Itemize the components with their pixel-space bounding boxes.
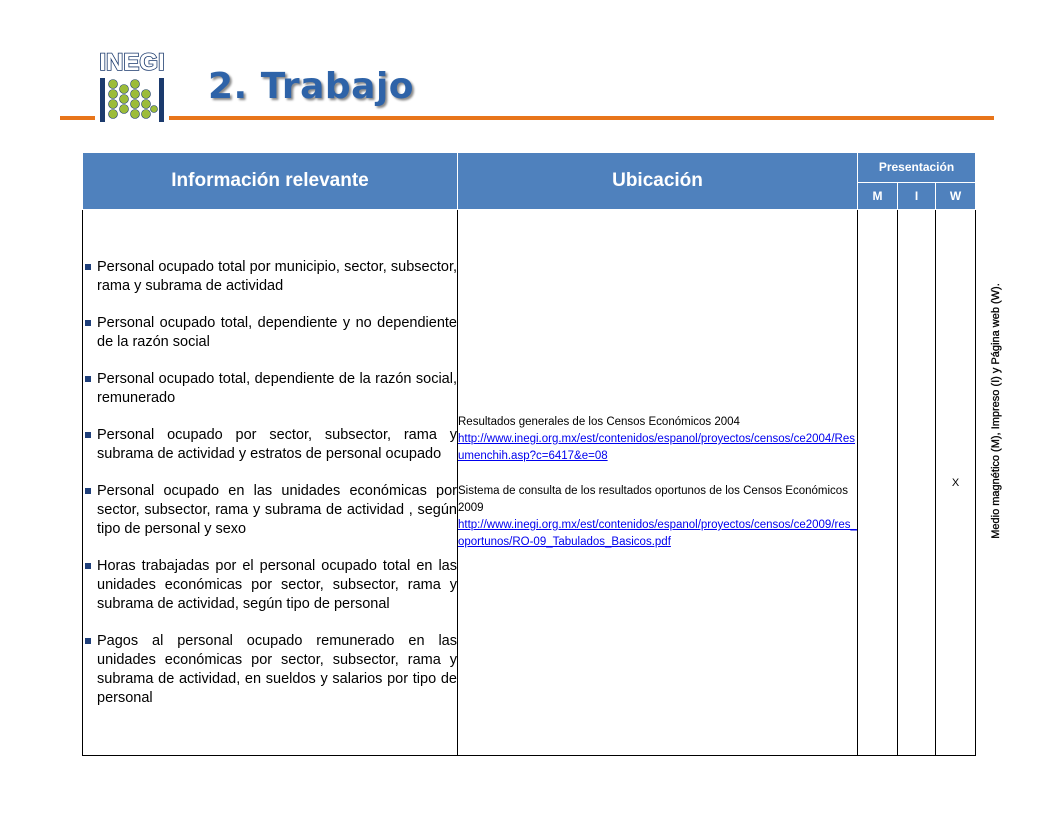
source1-link[interactable]: http://www.inegi.org.mx/est/contenidos/espanol/proyectos/censos/ce2004/Resumenchih.asp?c=6417&e=08 <box>458 433 855 462</box>
mark-w: X <box>936 210 976 756</box>
header-w: W <box>936 182 976 209</box>
list-item: Personal ocupado total por municipio, sector, subsector, rama y subrama de actividad <box>83 258 457 296</box>
bullet-icon <box>85 376 91 382</box>
mark-m <box>858 210 898 756</box>
header-i: I <box>898 182 936 209</box>
header-informacion: Información relevante <box>83 153 458 210</box>
side-note: Medio magnético (M), Impreso (I) y Página web (W). <box>990 283 1002 539</box>
source2-text: Sistema de consulta de los resultados oportunos de los Censos Económicos 2009 <box>458 485 848 514</box>
bullet-icon <box>85 432 91 438</box>
source2-link[interactable]: http://www.inegi.org.mx/est/contenidos/espanol/proyectos/censos/ce2009/res_oportunos/RO-09_Tabulados_Basicos.pdf <box>458 519 857 548</box>
ubicacion-cell <box>458 210 858 756</box>
logo-grid-icon <box>98 76 166 124</box>
info-table <box>82 152 976 756</box>
inegi-logo <box>95 48 169 126</box>
list-item: Horas trabajadas por el personal ocupado total en las unidades económicas por sector, subsector, rama y subrama de actividad, según tipo de personal <box>83 557 457 614</box>
info-cell <box>83 210 458 756</box>
header-ubicacion: Ubicación <box>458 153 858 210</box>
bullet-icon <box>85 264 91 270</box>
info-list <box>83 258 457 708</box>
header-divider <box>60 116 994 120</box>
bullet-icon <box>85 488 91 494</box>
list-item: Pagos al personal ocupado remunerado en las unidades económicas por sector, subsector, rama y subrama de actividad, en sueldos y salarios por tipo de personal <box>83 632 457 708</box>
source1-text: Resultados generales de los Censos Económicos 2004 <box>458 416 740 428</box>
list-item: Personal ocupado total, dependiente de la razón social, remunerado <box>83 370 457 408</box>
logo-text: INEGI <box>99 49 165 76</box>
list-item: Personal ocupado total, dependiente y no dependiente de la razón social <box>83 314 457 352</box>
list-item: Personal ocupado por sector, subsector, rama y subrama de actividad y estratos de personal ocupado <box>83 426 457 464</box>
header-presentacion: Presentación <box>858 153 976 183</box>
bullet-icon <box>85 638 91 644</box>
bullet-icon <box>85 563 91 569</box>
bullet-icon <box>85 320 91 326</box>
header-m: M <box>858 182 898 209</box>
list-item: Personal ocupado en las unidades económicas por sector, subsector, rama y subrama de actividad , según tipo de personal y sexo <box>83 482 457 539</box>
page-title: 2. Trabajo <box>208 66 415 107</box>
mark-i <box>898 210 936 756</box>
